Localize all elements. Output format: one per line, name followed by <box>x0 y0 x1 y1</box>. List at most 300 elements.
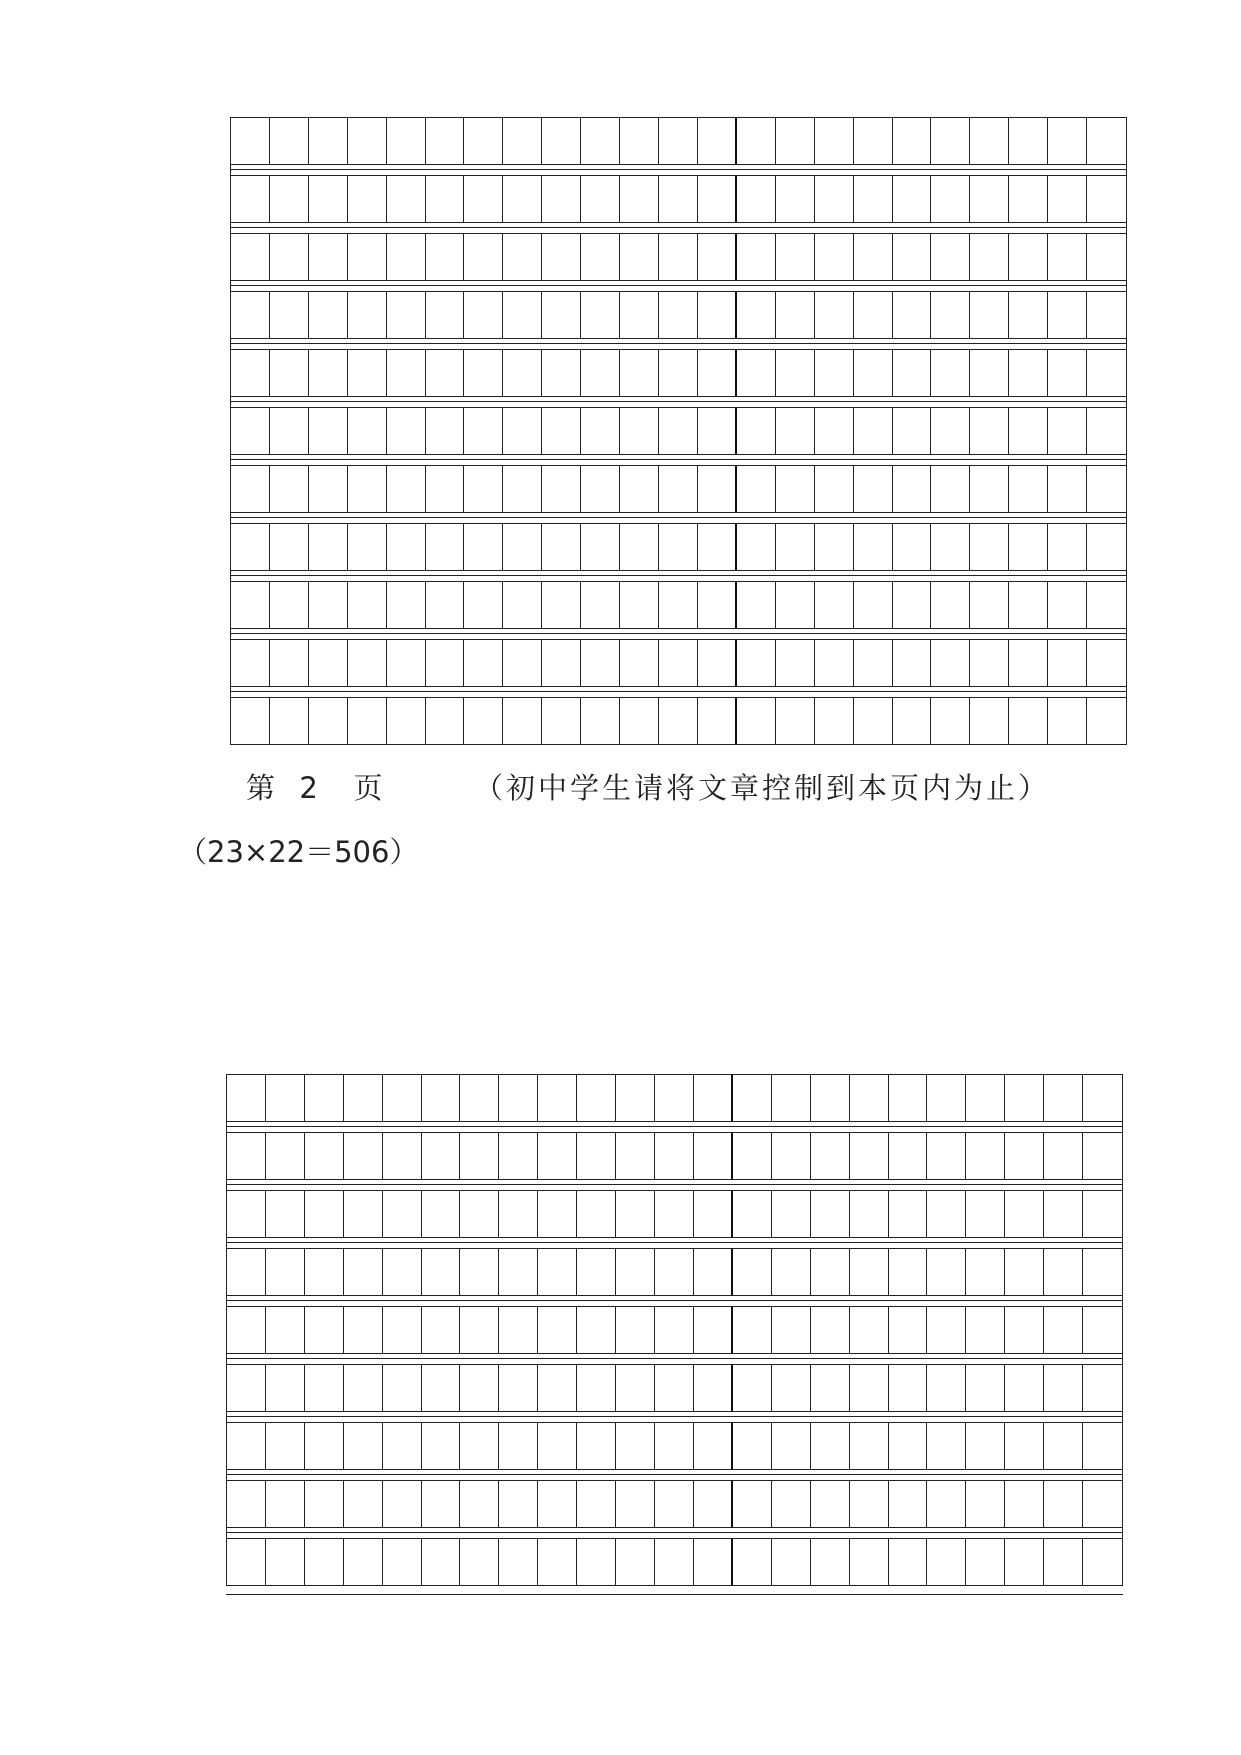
grid-cell <box>966 1133 1005 1179</box>
row-separator <box>226 1412 1123 1422</box>
grid-row <box>226 1364 1123 1412</box>
grid-cell <box>383 1075 422 1121</box>
grid-cell <box>655 1539 694 1585</box>
grid-cell <box>1087 640 1126 686</box>
grid-cell <box>694 1365 733 1411</box>
grid-cell <box>893 234 932 280</box>
grid-cell <box>577 1249 616 1295</box>
grid-cell <box>694 1133 733 1179</box>
grid-cell <box>970 698 1009 744</box>
grid-cell <box>889 1191 928 1237</box>
grid-cell <box>966 1307 1005 1353</box>
grid-cell <box>931 582 970 628</box>
grid-cell <box>387 350 426 396</box>
grid-cell <box>387 234 426 280</box>
grid-cell <box>231 350 270 396</box>
row-separator <box>230 397 1127 407</box>
grid-cell <box>348 524 387 570</box>
grid-cell <box>383 1539 422 1585</box>
grid-cell <box>970 524 1009 570</box>
grid-cell <box>542 640 581 686</box>
grid-cell <box>1048 640 1087 686</box>
grid-row <box>230 465 1127 513</box>
grid-cell <box>927 1423 966 1469</box>
grid-cell <box>1009 292 1048 338</box>
grid-cell <box>383 1133 422 1179</box>
grid-cell <box>616 1423 655 1469</box>
grid-cell <box>1005 1539 1044 1585</box>
grid-cell <box>1083 1365 1122 1411</box>
grid-cell <box>1083 1075 1122 1121</box>
grid-row <box>230 349 1127 397</box>
row-separator <box>230 223 1127 233</box>
grid-cell <box>344 1365 383 1411</box>
grid-row <box>226 1074 1123 1122</box>
grid-cell <box>499 1481 538 1527</box>
grid-cell <box>893 466 932 512</box>
grid-cell <box>1087 698 1126 744</box>
grid-cell <box>694 1307 733 1353</box>
grid-cell <box>464 350 503 396</box>
grid-cell <box>1087 176 1126 222</box>
grid-cell <box>581 176 620 222</box>
grid-cell <box>387 640 426 686</box>
grid-cell <box>305 1423 344 1469</box>
grid-cell <box>499 1307 538 1353</box>
grid-cell <box>227 1365 266 1411</box>
grid-cell <box>659 176 698 222</box>
grid-cell <box>659 118 698 164</box>
grid-cell <box>464 640 503 686</box>
grid-cell <box>811 1249 850 1295</box>
grid-cell <box>383 1423 422 1469</box>
grid-cell <box>231 292 270 338</box>
grid-cell <box>538 1539 577 1585</box>
grid-cell <box>811 1075 850 1121</box>
grid-cell <box>815 118 854 164</box>
grid-cell <box>815 350 854 396</box>
grid-row <box>230 175 1127 223</box>
grid-cell <box>1044 1249 1083 1295</box>
grid-cell <box>1044 1133 1083 1179</box>
grid-cell <box>305 1133 344 1179</box>
grid-cell <box>309 698 348 744</box>
grid-cell <box>893 176 932 222</box>
grid-cell <box>344 1191 383 1237</box>
grid-cell <box>733 1539 772 1585</box>
grid-cell <box>344 1249 383 1295</box>
grid-cell <box>733 1307 772 1353</box>
grid-cell <box>737 118 776 164</box>
grid-cell <box>737 466 776 512</box>
grid-cell <box>616 1133 655 1179</box>
grid-cell <box>309 292 348 338</box>
grid-cell <box>1083 1133 1122 1179</box>
row-separator <box>230 339 1127 349</box>
grid-cell <box>581 234 620 280</box>
grid-cell <box>227 1075 266 1121</box>
grid-cell <box>503 466 542 512</box>
grid-cell <box>1087 582 1126 628</box>
grid-cell <box>577 1191 616 1237</box>
grid-cell <box>387 582 426 628</box>
grid-row <box>230 233 1127 281</box>
grid-cell <box>931 118 970 164</box>
grid-cell <box>776 408 815 454</box>
grid-cell <box>694 1481 733 1527</box>
grid-cell <box>227 1481 266 1527</box>
grid-cell <box>1048 292 1087 338</box>
grid-cell <box>309 176 348 222</box>
grid-row <box>226 1306 1123 1354</box>
grid-cell <box>1009 524 1048 570</box>
grid-cell <box>305 1249 344 1295</box>
grid-cell <box>931 640 970 686</box>
grid-cell <box>970 118 1009 164</box>
grid-cell <box>698 582 737 628</box>
grid-cell <box>616 1539 655 1585</box>
grid-cell <box>581 292 620 338</box>
grid-cell <box>737 524 776 570</box>
grid-cell <box>815 640 854 686</box>
grid-cell <box>503 176 542 222</box>
grid-cell <box>772 1307 811 1353</box>
grid-cell <box>620 524 659 570</box>
grid-cell <box>538 1133 577 1179</box>
grid-cell <box>698 698 737 744</box>
writing-grid-top <box>230 117 1127 745</box>
grid-cell <box>733 1075 772 1121</box>
grid-cell <box>542 582 581 628</box>
row-separator <box>226 1470 1123 1480</box>
grid-cell <box>970 234 1009 280</box>
grid-cell <box>694 1539 733 1585</box>
grid-cell <box>850 1365 889 1411</box>
grid-cell <box>460 1423 499 1469</box>
grid-cell <box>464 118 503 164</box>
grid-cell <box>698 640 737 686</box>
grid-cell <box>659 640 698 686</box>
grid-cell <box>464 466 503 512</box>
row-separator <box>230 513 1127 523</box>
grid-cell <box>499 1365 538 1411</box>
grid-cell <box>538 1365 577 1411</box>
grid-cell <box>737 408 776 454</box>
grid-cell <box>1083 1249 1122 1295</box>
grid-cell <box>815 408 854 454</box>
grid-row <box>230 639 1127 687</box>
grid-cell <box>503 582 542 628</box>
grid-cell <box>581 582 620 628</box>
row-separator <box>230 281 1127 291</box>
grid-cell <box>737 698 776 744</box>
grid-cell <box>422 1133 461 1179</box>
grid-cell <box>927 1075 966 1121</box>
grid-cell <box>460 1481 499 1527</box>
grid-cell <box>460 1249 499 1295</box>
grid-cell <box>655 1423 694 1469</box>
grid-cell <box>772 1249 811 1295</box>
grid-cell <box>503 350 542 396</box>
page-instruction: （初中学生请将文章控制到本页内为止） <box>474 771 1051 805</box>
grid-cell <box>542 118 581 164</box>
grid-cell <box>231 466 270 512</box>
grid-cell <box>270 118 309 164</box>
grid-cell <box>1083 1481 1122 1527</box>
grid-cell <box>850 1075 889 1121</box>
grid-cell <box>270 292 309 338</box>
grid-cell <box>889 1365 928 1411</box>
grid-cell <box>348 466 387 512</box>
grid-cell <box>305 1307 344 1353</box>
grid-cell <box>616 1481 655 1527</box>
grid-cell <box>503 698 542 744</box>
grid-cell <box>499 1075 538 1121</box>
grid-row <box>226 1248 1123 1296</box>
grid-cell <box>460 1191 499 1237</box>
grid-cell <box>1009 698 1048 744</box>
grid-cell <box>854 640 893 686</box>
grid-cell <box>927 1539 966 1585</box>
grid-cell <box>266 1075 305 1121</box>
grid-cell <box>889 1481 928 1527</box>
grid-cell <box>542 176 581 222</box>
grid-cell <box>309 466 348 512</box>
grid-cell <box>733 1481 772 1527</box>
grid-cell <box>464 408 503 454</box>
grid-row <box>226 1538 1123 1586</box>
grid-cell <box>616 1249 655 1295</box>
grid-cell <box>577 1423 616 1469</box>
grid-cell <box>348 292 387 338</box>
grid-cell <box>1009 582 1048 628</box>
grid-cell <box>348 698 387 744</box>
grid-cell <box>698 524 737 570</box>
grid-cell <box>737 350 776 396</box>
grid-cell <box>1048 582 1087 628</box>
grid-cell <box>889 1423 928 1469</box>
grid-cell <box>1005 1423 1044 1469</box>
grid-cell <box>464 698 503 744</box>
grid-cell <box>970 350 1009 396</box>
grid-cell <box>270 698 309 744</box>
grid-cell <box>1009 466 1048 512</box>
grid-cell <box>850 1133 889 1179</box>
grid-cell <box>698 466 737 512</box>
grid-cell <box>231 118 270 164</box>
grid-cell <box>931 466 970 512</box>
row-separator <box>230 455 1127 465</box>
grid-cell <box>460 1539 499 1585</box>
grid-cell <box>772 1365 811 1411</box>
row-separator <box>226 1528 1123 1538</box>
grid-cell <box>659 698 698 744</box>
grid-cell <box>1048 466 1087 512</box>
grid-cell <box>305 1481 344 1527</box>
grid-cell <box>694 1423 733 1469</box>
grid-cell <box>776 234 815 280</box>
grid-cell <box>850 1481 889 1527</box>
row-separator <box>230 165 1127 175</box>
grid-count-formula: （23×22＝506） <box>178 835 419 869</box>
grid-cell <box>1005 1075 1044 1121</box>
grid-cell <box>266 1539 305 1585</box>
grid-cell <box>655 1133 694 1179</box>
grid-cell <box>850 1191 889 1237</box>
grid-row <box>230 291 1127 339</box>
grid-cell <box>620 408 659 454</box>
grid-cell <box>542 524 581 570</box>
grid-cell <box>815 698 854 744</box>
grid-cell <box>733 1249 772 1295</box>
grid-cell <box>772 1191 811 1237</box>
grid-cell <box>733 1423 772 1469</box>
grid-cell <box>581 698 620 744</box>
grid-cell <box>737 234 776 280</box>
grid-cell <box>422 1191 461 1237</box>
grid-cell <box>854 350 893 396</box>
grid-cell <box>1044 1075 1083 1121</box>
grid-cell <box>815 582 854 628</box>
row-separator <box>226 1354 1123 1364</box>
grid-cell <box>737 292 776 338</box>
grid-cell <box>387 176 426 222</box>
grid-cell <box>460 1365 499 1411</box>
grid-cell <box>387 524 426 570</box>
grid-cell <box>1005 1481 1044 1527</box>
grid-cell <box>542 234 581 280</box>
grid-cell <box>426 234 465 280</box>
grid-cell <box>854 408 893 454</box>
grid-cell <box>270 640 309 686</box>
grid-cell <box>776 524 815 570</box>
grid-cell <box>503 640 542 686</box>
grid-cell <box>620 582 659 628</box>
grid-cell <box>1005 1365 1044 1411</box>
grid-cell <box>270 350 309 396</box>
grid-cell <box>893 350 932 396</box>
grid-row <box>230 523 1127 571</box>
grid-cell <box>577 1307 616 1353</box>
row-separator <box>226 1296 1123 1306</box>
grid-cell <box>698 408 737 454</box>
grid-cell <box>776 466 815 512</box>
grid-cell <box>1083 1191 1122 1237</box>
grid-cell <box>266 1481 305 1527</box>
grid-cell <box>893 698 932 744</box>
grid-cell <box>966 1249 1005 1295</box>
grid-cell <box>893 582 932 628</box>
grid-cell <box>460 1133 499 1179</box>
grid-cell <box>772 1481 811 1527</box>
grid-cell <box>733 1191 772 1237</box>
grid-cell <box>344 1075 383 1121</box>
row-separator <box>230 629 1127 639</box>
grid-row <box>226 1132 1123 1180</box>
grid-cell <box>1009 408 1048 454</box>
grid-cell <box>499 1423 538 1469</box>
grid-cell <box>266 1365 305 1411</box>
grid-cell <box>227 1191 266 1237</box>
grid-cell <box>620 234 659 280</box>
grid-cell <box>383 1191 422 1237</box>
grid-cell <box>620 350 659 396</box>
grid-cell <box>538 1423 577 1469</box>
grid-row <box>226 1422 1123 1470</box>
grid-cell <box>970 582 1009 628</box>
grid-cell <box>1044 1481 1083 1527</box>
grid-cell <box>966 1075 1005 1121</box>
page-number-label: 第 2 页 <box>246 771 385 805</box>
grid-cell <box>464 524 503 570</box>
grid-cell <box>1087 524 1126 570</box>
grid-cell <box>464 234 503 280</box>
grid-cell <box>698 350 737 396</box>
grid-cell <box>305 1539 344 1585</box>
grid-cell <box>309 118 348 164</box>
grid-cell <box>931 408 970 454</box>
grid-cell <box>266 1191 305 1237</box>
grid-cell <box>893 118 932 164</box>
grid-cell <box>655 1365 694 1411</box>
grid-cell <box>811 1191 850 1237</box>
grid-cell <box>1005 1191 1044 1237</box>
grid-cell <box>309 350 348 396</box>
grid-cell <box>426 698 465 744</box>
grid-cell <box>1087 234 1126 280</box>
grid-cell <box>655 1075 694 1121</box>
grid-cell <box>659 524 698 570</box>
grid-cell <box>227 1133 266 1179</box>
grid-cell <box>464 292 503 338</box>
grid-row <box>230 697 1127 745</box>
grid-cell <box>422 1365 461 1411</box>
grid-cell <box>581 466 620 512</box>
grid-cell <box>1048 408 1087 454</box>
row-separator <box>226 1180 1123 1190</box>
grid-cell <box>231 234 270 280</box>
grid-row <box>226 1190 1123 1238</box>
grid-cell <box>1044 1423 1083 1469</box>
grid-cell <box>737 176 776 222</box>
grid-cell <box>581 640 620 686</box>
grid-cell <box>1009 176 1048 222</box>
grid-cell <box>854 466 893 512</box>
grid-cell <box>460 1075 499 1121</box>
grid-cell <box>577 1481 616 1527</box>
grid-cell <box>538 1481 577 1527</box>
grid-cell <box>383 1481 422 1527</box>
grid-cell <box>266 1423 305 1469</box>
grid-cell <box>1048 118 1087 164</box>
grid-cell <box>422 1423 461 1469</box>
grid-cell <box>426 176 465 222</box>
grid-cell <box>966 1423 1005 1469</box>
grid-cell <box>387 466 426 512</box>
grid-cell <box>659 350 698 396</box>
grid-cell <box>616 1365 655 1411</box>
grid-cell <box>1044 1539 1083 1585</box>
grid-cell <box>422 1539 461 1585</box>
grid-cell <box>970 640 1009 686</box>
grid-cell <box>422 1249 461 1295</box>
grid-cell <box>344 1307 383 1353</box>
grid-cell <box>464 176 503 222</box>
grid-cell <box>970 466 1009 512</box>
grid-cell <box>889 1307 928 1353</box>
grid-cell <box>698 176 737 222</box>
grid-cell <box>889 1075 928 1121</box>
